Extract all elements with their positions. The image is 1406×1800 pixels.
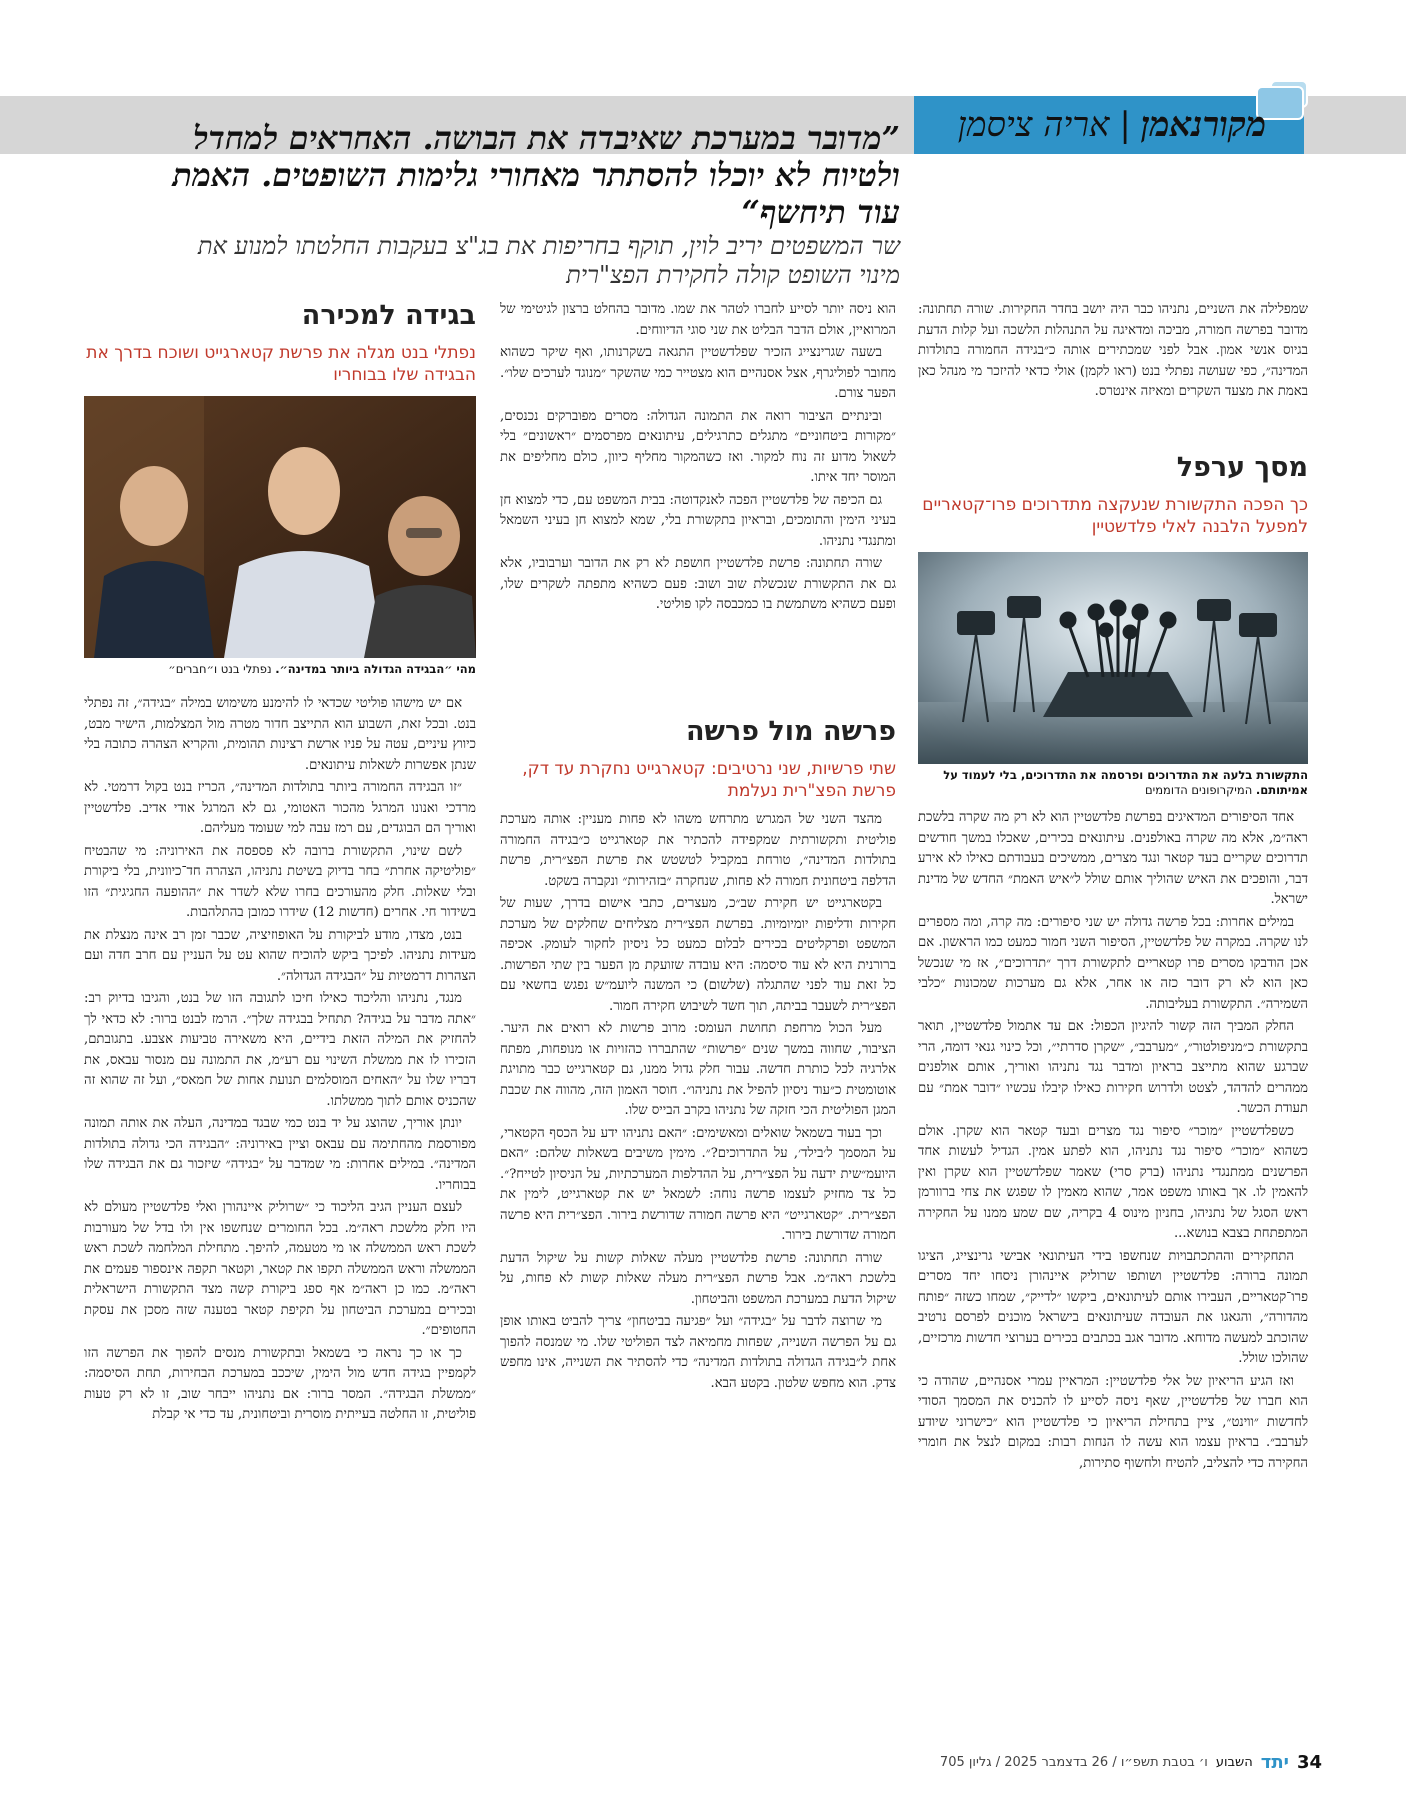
paragraph: יונתן אוריך, שהוצג על יד בנט כמי שבגד במדינה, העלה את אותה תמונה מפורסמת מהחתימה עם עבאס וציין באירוניה: ״הבגידה הכי גדולה בתולדות המדינה״. במילים אחרות: מי שמדבר על ״בגידה״ שיזכור גם את הבגידה שלו בבוחריו. [84, 1116, 476, 1193]
paragraph: ״זו הבגידה החמורה ביותר בתולדות המדינה״, הכריז בנט בקול דרמטי. לא מרדכי ואנונו המרגל מהכור האטומי, גם לא המרגל אודי אדיב. פלדשטיין ואוריך הם הבוגדים, עם רמז עבה למי שעומד מעליהם. [84, 780, 476, 836]
paragraph: כך או כך נראה כי בשמאל ובתקשורת מנסים להפוך את הפרשה הזו לקמפיין בגידה חדש מול הימין, שיככב במערכת הבחירות, תחת הסיסמה: ״ממשלת הבגידה״. המסר ברור: אם נתניהו ייבחר שוב, זו לא רק טעות פוליטית, זו החלטה בעייתית מוסרית וביטחונית, עד כדי אי קבלת [84, 1345, 476, 1422]
caption-text: המיקרופונים הדוממים [1145, 783, 1253, 797]
caption-bold: התקשורת בלעה את התדרוכים ופרסמה את התדרוכים, בלי לעמוד על אמיתותם. [943, 768, 1308, 797]
paragraph: החלק המביך הזה קשור להיגיון הכפול: אם עד אתמול פלדשטיין, תואר בתקשורת כ״מניפולטור״, ״מערבב״, ״שקרן סדרתי״, וכל כינוי גנאי דומה, הרי שברגע שהוא מתייצב בראיון ומדבר נגד נתניהו ואוריך, אותם אולפנים ממהרים להדהד, לצטט ולדרוש חקירות כאילו קיבלו עכשיו ״דובר אמת״ עם תעודת הכשר. [918, 1019, 1308, 1116]
section-kicker-mask-arafel: כך הפכה התקשורת שנעקצה מתדרוכים פרו־קטאריים למפעל הלבנה לאלי פלדשטיין [922, 495, 1308, 537]
paragraph: התחקירים וההתכתבויות שנחשפו בידי העיתונאי אבישי גרינצייג, הציגו תמונה ברורה: פלדשטיין ושותפו שרוליק איינהורן ניסחו יחד מסרים פרו־קטאריים, העבירו אותם לעיתונאים, ביקשו ״לדייק״, שמחו כשזה ״פותח מהדורה״, והגאגו את העובדה שעיתונאים בישראל מוכנים לפרסם נרטיב שהוכתב למעשה מדוחא. מדובר אגב בכתבים בכירים בערוצי חדשות מרכזיים, שהולכו שולל. [918, 1248, 1308, 1366]
right-column-top-text [918, 300, 1308, 440]
paragraph: שורה תחתונה: פרשת פלדשטיין חושפת לא רק את הדובר וערבוביו, אלא גם את התקשורת שנכשלת שוב ושוב: פעם כשהיא מתפתה לשקרים שלו, ופעם כשהיא משתמשת בו כמכבסה לקו פוליטי. [500, 556, 896, 612]
paragraph: מהצד השני של המגרש מתרחש משהו לא פחות מעניין: אותה מערכת פוליטית ותקשורתית שמקפידה להכתיר את קטארגייט כ״בגידה החמורה בתולדות המדינה״, טורחת במקביל לטשטש את פרשת הפצ״רית, פרשת הדלפה ביטחונית חמורה לא פחות, שנחקרה ״בזהירות״ ונקברה בשקט. [500, 812, 896, 889]
paragraph: אחד הסיפורים המדאיגים בפרשת פלדשטיין הוא לא רק מה שקרה בלשכת ראה״מ, אלא מה שקרה באולפנים. עיתונאים בכירים, שאכלו במשך חודשים תדרוכים שקריים בעד קטאר ונגד מצרים, ממשיכים בעבודתם כאילו לא אירע דבר, והופכים את האיש שהוליך אותם שולל ל״איש האמת״ החדש של מדינת ישראל. [918, 810, 1308, 907]
caption-bold: מהי ״הבגידה הגדולה ביותר במדינה״. [275, 662, 476, 676]
bennett-photo [84, 396, 476, 658]
section-title-bgida: בגידה למכירה [301, 300, 476, 331]
middle-column-body [500, 810, 896, 1740]
magazine-logo-sub: השבוע [1215, 1755, 1253, 1770]
section-kicker-bgida: נפתלי בנט מגלה את פרשת קטארגייט ושוכח בדרך את הבגידה שלו בבוחריו [86, 343, 476, 385]
bennett-group-illustration [84, 396, 476, 658]
column-name: מקורנאמן [1140, 105, 1267, 145]
paragraph: אם יש מישהו פוליטי שכדאי לו להימנע משימוש במילה ״בגידה״, זה נפתלי בנט. ובכל זאת, השבוע הוא התייצב חדור מטרה מול המצלמות, הישיר מבט, כיווץ עיניים, עטה על פניו ארשת רצינות תהומית, והקריא הצהרה כתובה בלי שנתן אפשרות לשאלות עיתונאים. [84, 696, 476, 773]
headline-subquote: שר המשפטים יריב לוין, תוקף בחריפות את בג"צ בעקבות החלטתו למנוע את מינוי השופט קולה לחקירת הפצ"רית [197, 232, 900, 289]
microphones-photo [918, 552, 1308, 764]
headline-quote: ”מדובר במערכת שאיבדה את הבושה. האחראים למחדל ולטיוח לא יוכלו להסתתר מאחורי גלימות השופטים. האמת עוד תיחשף“ [172, 119, 900, 231]
issue-info: ו׳ בטבת תשפ״ו / 26 בדצמבר 2025 / גליון 705 [939, 1755, 1208, 1770]
paragraph: שורה תחתונה: פרשת פלדשטיין מעלה שאלות קשות על שיקול הדעת בלשכת ראה״מ. אבל פרשת הפצ״רית מעלה שאלות קשות לא פחות, על שיקול הדעת במערכת המשפט והביטחון. [500, 1250, 896, 1307]
paragraph: הוא ניסה יותר לסייע לחברו לטהר את שמו. מדובר בהחלט ברצון לגיטימי של המרואיין, אולם הדבר הבליט את שני סוגי הדיווחים. [500, 302, 896, 338]
microphones-caption [918, 768, 1308, 798]
section-title-parasha: פרשה מול פרשה [685, 716, 896, 747]
paragraph: שמפלילה את השניים, נתניהו כבר היה יושב בחדר החקירות. שורה תחתונה: מדובר בפרשה חמורה, מביכה ומדאיגה על התנהלות הלשכה ועל קלות הדעת בגיוס אנשי אמון. אבל לפני שמכתירים אותה כ״בגידה החמורה בתולדות המדינה״, כפי שעושה נפתלי בנט (ראו לקמן) אולי כדאי להיזכר מי מנהל כאן באמת את מצעד השקרים ומאיזה אינטרס. [918, 302, 1308, 399]
paragraph: ואז הגיע הריאיון של אלי פלדשטיין: המראיין עמרי אסנהיים, שהודה כי הוא חברו של פלדשטיין, שאף ניסה לסייע לו להכניס את המסמך הסודי לחדשות ״ווינט״, ציין בתחילת הריאיון כי פלדשטיין הוא ״כישרוני שיודע לערבב״. בראיון עצמו הוא עשה לו הנחות רבות: במקום לנצל את חומרי החקירה כדי להצליב, להטיח ולחשוף סתירות, [918, 1373, 1308, 1471]
paragraph: גם הכיפה של פלדשטיין הפכה לאנקדוטה: בבית המשפט עם, כדי למצוא חן בעיני הימין והתומכים, ובראיון בתקשורת בלי, שמא למצוא חן בעיני השמאל ומתנגדי נתניהו. [500, 492, 896, 549]
brand-separator: | [1119, 105, 1131, 145]
paragraph: בשעה שגרינצייג הזכיר שפלדשטיין התגאה בשקרנותו, ואף שיקר כשהוא מחובר לפוליגרף, אצל אסנהיים הוא מצטייר כמי שהשקר ״מנוגד לערכים שלו״. הפער צורם. [500, 345, 896, 401]
page-number: 34 [1296, 1752, 1322, 1773]
paragraph: מעל הכול מרחפת תחושת העומס: מרוב פרשות לא רואים את היער. הציבור, שחווה במשך שנים ״פרשות״ שהתבררו כהזויות או מנופחות, מפתח אלרגיה לכל כותרת חדשה. עבור חלק גדול ממנו, גם קטארגייט כבר מתויגת אוטומטית כ״עוד ניסיון להפיל את נתניהו״. חוסר האמון הזה, מהווה את שכבת המגן הפוליטית הכי חזקה של נתניהו בקרב הבייס שלו. [500, 1021, 896, 1118]
left-column-body [84, 694, 476, 1740]
section-title-mask-arafel: מסך ערפל [1176, 452, 1308, 483]
paragraph: ובינתיים הציבור רואה את התמונה הגדולה: מסרים מפוברקים נכנסים, ״מקורות ביטחוניים״ מתגלים כתרגילים, עיתונאים מפרסמים ״ראשונים״ בלי לשאול מדוע זה נוח למקור. ואז כשהמקור מחליף כיוון, כולם מחליפים את המוסר יחד איתו. [500, 408, 896, 485]
caption-text: נפתלי בנט ו״חברים״ [168, 662, 272, 676]
paragraph: לעצם העניין הגיב הליכוד כי ״שרוליק איינהורן ואלי פלדשטיין מעולם לא היו חלק מלשכת ראה״מ. בכל החומרים שנחשפו אין ולו בדל של מעורבות לשכת ראש הממשלה או מי מטעמה, להיפך. מתחילת המלחמה לשכת ראש הממשלה וראש הממשלה תקפו את קטאר, וקטאר תקפה אינספור פעמים את ראה״מ. כמו כן ראה״מ אף ספג ביקורת קשה מצד התקשורת הישראלית ובכירים במערכת הביטחון על תקיפת קטאר בטענה שזה מסכן את עסקת החטופים״. [84, 1200, 476, 1338]
microphones-illustration [918, 552, 1308, 764]
page-footer [900, 1752, 1322, 1773]
column-brand [922, 96, 1302, 154]
author-name: אריה ציסמן [957, 105, 1110, 145]
paragraph: במילים אחרות: בכל פרשה גדולה יש שני סיפורים: מה קרה, ומה מספרים לנו שקרה. במקרה של פלדשטיין, הסיפור השני חמור כמעט כמו הראשון. אם אכן הודבקו מסרים פרו קטאריים לתקשורת דרך ״תדרוכים״, אז מי שנכשל כאן הוא לא רק דובר כזה או אחר, אלא גם מערכות שמכונות ״כלבי השמירה״. התקשורת בעליבותה. [918, 914, 1308, 1012]
paragraph: מי שרוצה לדבר על ״בגידה״ ועל ״פגיעה בביטחון״ צריך להביט באותו אופן גם על הפרשה השנייה, שפחות מחמיאה לצד הפוליטי שלו. מי שמנסה להפוך אחת ל״בגידה הגדולה בתולדות המדינה״ כדי להסתיר את השנייה, אינו מחפש צדק. הוא מחפש שלטון. בקטע הבא. [500, 1314, 896, 1391]
paragraph: בקטארגייט יש חקירת שב״כ, מעצרים, כתבי אישום בדרך, שעות של חקירות ודליפות יומיומיות. בפרשת הפצ״רית מצליחים שחלקים של מערכת המשפט ופרקליטים בכירים לבלום כמעט כל ניסיון לחקור לעומק. אכיפה ברורנית היא לא עוד סיסמה: היא עובדה שזועקת מן הפער בין שתי הפרשות. כל זאת עוד לפני שהתגלה (שלשום) כי המשנה ליועמ״ש נפגש בחשאי עם הפצ״רית לשעבר בביתה, תוך חשד לשיבוש חקירה חמור. [500, 896, 896, 1014]
paragraph: מנגד, נתניהו והליכוד כאילו חיכו לתגובה הזו של בנט, והגיבו בדיוק רב: ״אתה מדבר על בגידה? תתחיל בבגידה שלך״. הרמז לבנט ברור: לא כדאי לך להחזיק את המילה הזאת בידיים, היא משאירה טביעות אצבע. בתגובתם, הזכירו לו את ממשלת השינוי עם רע״מ, את התמונה עם מנסור עבאס, את דבריו שלו על ״האחים המוסלמים תנועת אחות של חמאס״, ועל זה שהוא זה שהכניס אותם לתוך ממשלתו. [84, 991, 476, 1109]
paragraph: כשפלדשטיין ״מוכר״ סיפור נגד מצרים ובעד קטאר הוא שקרן. אולם כשהוא ״מוכר״ סיפור נגד נתניהו, הוא לפתע אמין. הגדיל לעשות אחד הפרשנים ממתנגדי נתניהו (ברק סרי) שאמר שפלדשטיין הוא שקרן ואין להאמין לו. אך באותו משפט אמר, שהוא מאמין לו שפגש את צחי ברוורמן ראש הסגל של נתניהו, בחניון מינוס 4 בקריה, שם שמע ממנו על החקירה המתפתחת בצבא בנושא... [918, 1123, 1308, 1241]
bennett-caption [84, 662, 476, 677]
right-column-body [918, 808, 1308, 1738]
paragraph: וכך בעוד בשמאל שואלים ומאשימים: ״האם נתניהו ידע על הכסף הקטארי, על המסמך ל׳בילד׳, על התדרוכים?״. מימין משיבים בשאלות שלהם: ״האם היועמ״שית ידעה על הפצ״רית, על ההדלפות המערכתיות, על הניסיון לטייח?״. כל צד מחזיק לעצמו פרשה נוחה: לשמאל יש את קטארגייט, לימין את הפצ״רית. ״קטארגייט״ היא פרשה חמורה שדורשת בירור. הפצ״רית היא פרשה חמורה שדורשת בירור. [500, 1125, 896, 1243]
section-kicker-parasha: שתי פרשיות, שני נרטיבים: קטארגייט נחקרת עד דק, פרשת הפצ"רית נעלמת [522, 759, 896, 801]
paragraph: בנט, מצדו, מודע לביקורת על האופוזיציה, שכבר זמן רב אינה מנצלת את מעידות נתניהו. לפיכך ביקש להוכיח שהוא עט על העניין עם חרב חדה ועם הצהרות דרמטיות על ״הבגידה הגדולה״. [84, 927, 476, 984]
magazine-logo: יתד [1260, 1752, 1289, 1773]
middle-column-top [500, 300, 896, 708]
paragraph: לשם שינוי, התקשורת ברובה לא פספסה את האירוניה: מי שהבטיח ״פוליטיקה אחרת״ בחר בדיוק בשיטת נתניהו, הצהרה חד־כיוונית, בלי ביקורת ובלי שאלות. חלק מהעורכים בחרו שלא לשדר את ״ההופעה החגיגית״ הזו בשידור חי. אחרים (חדשות 12) שידרו כמובן בהתלהבות. [84, 843, 476, 920]
